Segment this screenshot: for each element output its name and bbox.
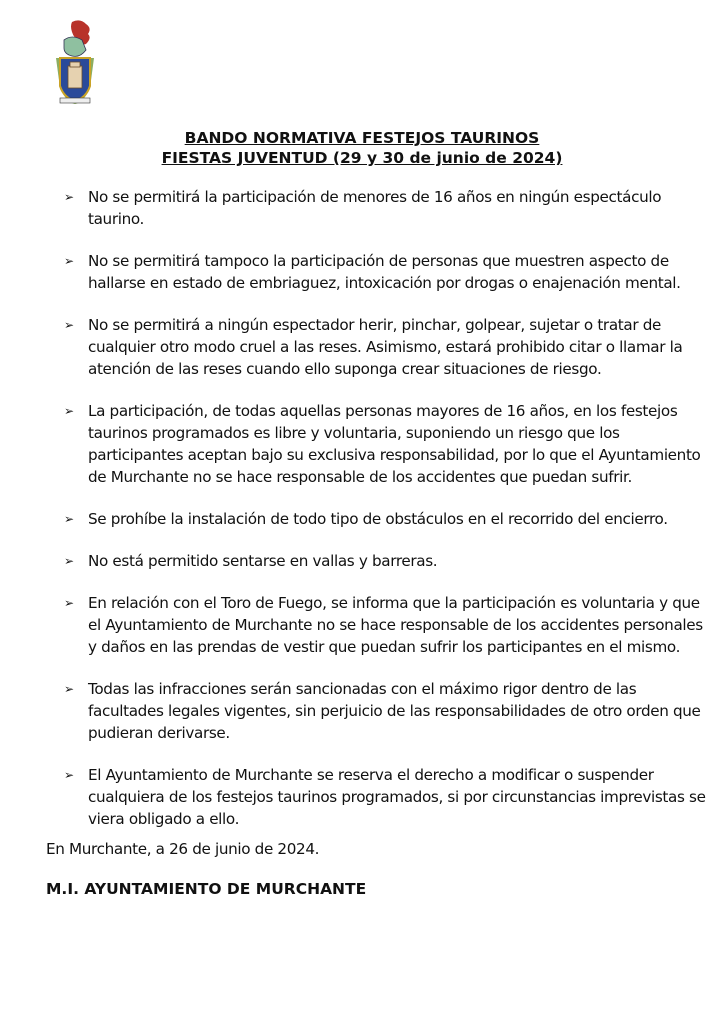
arrowhead-bullet-icon: ➢ — [64, 318, 74, 332]
murchante-coat-of-arms-icon — [52, 18, 98, 106]
item-text: En relación con el Toro de Fuego, se informa que la participación es voluntaria y que el Ayuntamiento de Murchante no se hace responsable de los accidentes personales y daños en las prendas de vestir que puedan sufrir los participantes en el mismo. — [88, 594, 703, 656]
closing-date-line: En Murchante, a 26 de junio de 2024. — [46, 840, 320, 858]
arrowhead-bullet-icon: ➢ — [64, 682, 74, 696]
regulations-list — [64, 186, 714, 850]
list-item — [64, 314, 714, 380]
signature: M.I. AYUNTAMIENTO DE MURCHANTE — [46, 880, 367, 898]
list-item — [64, 400, 714, 488]
list-item — [64, 186, 714, 230]
item-text: No está permitido sentarse en vallas y barreras. — [88, 552, 438, 570]
arrowhead-bullet-icon: ➢ — [64, 596, 74, 610]
list-item — [64, 508, 714, 530]
arrowhead-bullet-icon: ➢ — [64, 768, 74, 782]
arrowhead-bullet-icon: ➢ — [64, 404, 74, 418]
document-title — [0, 128, 724, 168]
item-text: No se permitirá a ningún espectador herir, pinchar, golpear, sujetar o tratar de cualquier otro modo cruel a las reses. Asimismo, estará prohibido citar o llamar la atención de las reses cuando ello suponga crear situaciones de riesgo. — [88, 316, 683, 378]
list-item — [64, 678, 714, 744]
title-line-1: BANDO NORMATIVA FESTEJOS TAURINOS — [184, 129, 540, 147]
arrowhead-bullet-icon: ➢ — [64, 554, 74, 568]
arrowhead-bullet-icon: ➢ — [64, 254, 74, 268]
list-item — [64, 592, 714, 658]
arrowhead-bullet-icon: ➢ — [64, 190, 74, 204]
list-item — [64, 250, 714, 294]
coat-of-arms-logo — [52, 18, 98, 106]
list-item — [64, 550, 714, 572]
item-text: La participación, de todas aquellas personas mayores de 16 años, en los festejos taurinos programados es libre y voluntaria, suponiendo un riesgo que los participantes aceptan bajo su exclusiva responsabilidad, por lo que el Ayuntamiento de Murchante no se hace responsable de los accidentes que puedan sufrir. — [88, 402, 701, 486]
item-text: No se permitirá tampoco la participación de personas que muestren aspecto de hallarse en estado de embriaguez, intoxicación por drogas o enajenación mental. — [88, 252, 681, 292]
item-text: Todas las infracciones serán sancionadas con el máximo rigor dentro de las facultades legales vigentes, sin perjuicio de las responsabilidades de otro orden que pudieran derivarse. — [88, 680, 701, 742]
item-text: Se prohíbe la instalación de todo tipo de obstáculos en el recorrido del encierro. — [88, 510, 668, 528]
item-text: No se permitirá la participación de menores de 16 años en ningún espectáculo taurino. — [88, 188, 662, 228]
list-item — [64, 764, 714, 830]
arrowhead-bullet-icon: ➢ — [64, 512, 74, 526]
title-line-2: FIESTAS JUVENTUD (29 y 30 de junio de 2024) — [161, 149, 563, 167]
item-text: El Ayuntamiento de Murchante se reserva el derecho a modificar o suspender cualquiera de los festejos taurinos programados, si por circunstancias imprevistas se viera obligado a ello. — [88, 766, 706, 828]
